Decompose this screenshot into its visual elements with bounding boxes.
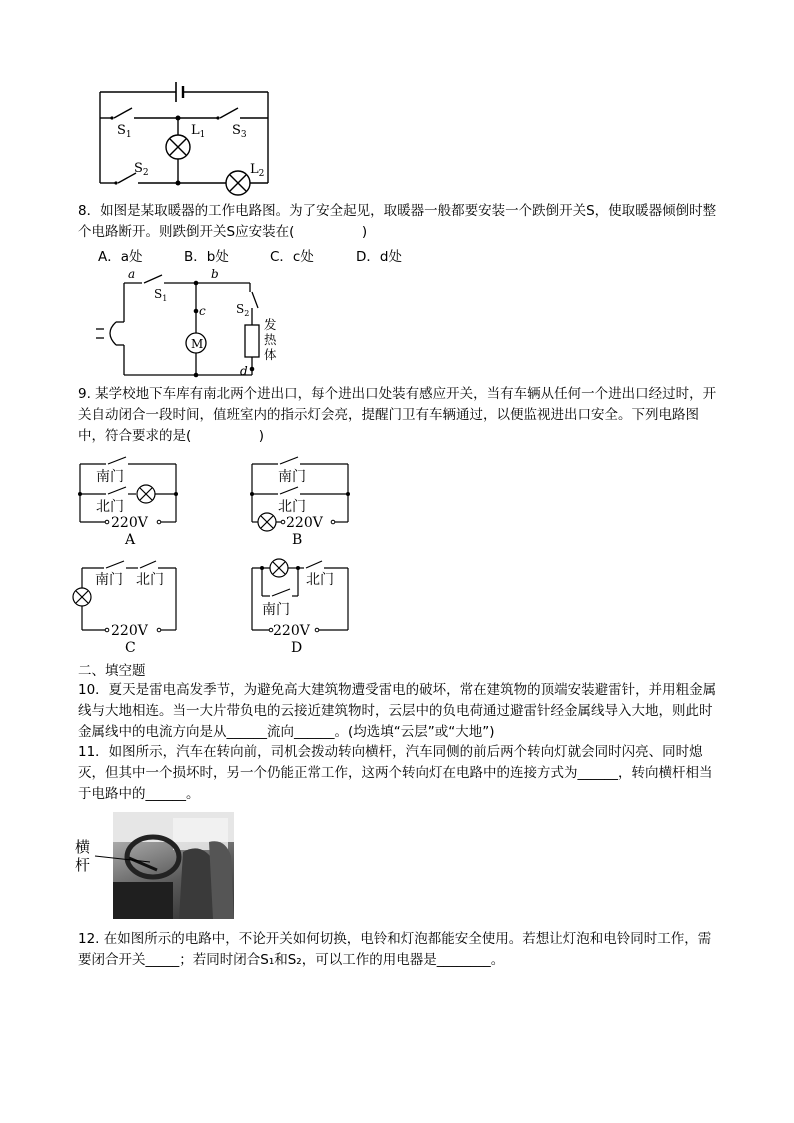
circuit-choice-a xyxy=(76,452,196,547)
svg-text:S3: $S_3$ xyxy=(232,123,247,140)
label-voltage: 220V xyxy=(111,515,148,531)
heater-label: 发热体 xyxy=(264,317,277,362)
svg-text:S1: $S_1$ xyxy=(117,123,132,140)
question-11-text: 11．如图所示，汽车在转向前，司机会拨动转向横杆，汽车同侧的前后两个转向灯就会同时闪亮、同时熄灭，但其中一个损坏时，另一个仍能正常工作，这两个转向灯在电路中的连接方式为______，转向横杆相当于电路中的______。 xyxy=(78,744,713,802)
label-s3: S xyxy=(232,123,241,138)
photo-label-lever: 横杆 xyxy=(75,838,91,874)
label-north: 北门 xyxy=(278,499,306,515)
label-south: 南门 xyxy=(262,602,290,618)
label-voltage: 220V xyxy=(111,623,148,639)
label-d: d xyxy=(240,364,248,378)
question-8-text: 8．如图是某取暖器的工作电路图。为了安全起见，取暖器一般都要安装一个跌倒开关S，使取暖器倾倒时整个电路断开。则跌倒开关S应安装在( ) xyxy=(78,203,717,240)
option-c[interactable]: C．c处 xyxy=(270,249,314,265)
question-12-text: 12. 在如图所示的电路中，不论开关如何切换，电铃和灯泡都能安全使用。若想让灯泡和电铃同时工作，需要闭合开关_____；若同时闭合S₁和S₂，可以工作的用电器是________。 xyxy=(78,931,712,968)
label-l2: L xyxy=(250,162,259,177)
label-a: a xyxy=(128,267,136,281)
label-s2: S xyxy=(134,161,143,176)
question-9 xyxy=(78,384,720,447)
motor-label: M xyxy=(191,337,204,351)
circuit-choice-d xyxy=(248,558,368,656)
question-8 xyxy=(78,201,720,243)
svg-text:L1: $L_1$ xyxy=(191,123,206,140)
label-south: 南门 xyxy=(95,572,123,588)
label-c: c xyxy=(199,304,206,318)
label-b: b xyxy=(211,267,219,281)
question-12 xyxy=(78,929,720,971)
choice-label-b: B xyxy=(292,532,303,548)
question-10 xyxy=(78,680,720,743)
svg-text:L2: $L_2$ xyxy=(250,162,265,179)
choice-label-a: A xyxy=(125,532,136,548)
car-interior-photo xyxy=(113,812,234,919)
circuit-figure-q8 xyxy=(0,265,794,385)
choice-label-d: D xyxy=(291,640,303,656)
label-s1: S xyxy=(117,123,126,138)
circuit-choice-b xyxy=(248,452,368,547)
label-north: 北门 xyxy=(96,499,124,515)
section-title: 二、填空题 xyxy=(78,663,146,679)
svg-text:S1: $S_1$ xyxy=(154,287,168,303)
svg-text:S2: $S_2$ xyxy=(236,302,250,318)
question-10-text: 10．夏天是雷电高发季节，为避免高大建筑物遭受雷电的破坏，常在建筑物的顶端安装避雷针，并用粗金属线与大地相连。当一大片带负电的云接近建筑物时，云层中的负电荷通过避雷针经金属线导入大地，则此时金属线中的电流方向是从______流向______。(均选填“云层”或“大地”) xyxy=(78,682,717,740)
circuit-choice-c xyxy=(76,558,196,656)
option-a[interactable]: A．a处 xyxy=(98,249,143,265)
option-b[interactable]: B．b处 xyxy=(184,249,229,265)
circuit-figure-top xyxy=(0,0,794,200)
label-north: 北门 xyxy=(306,572,334,588)
label-south: 南门 xyxy=(278,469,306,485)
svg-text:S2: $S_2$ xyxy=(134,161,149,178)
question-8-options xyxy=(98,245,442,265)
choice-label-c: C xyxy=(125,640,136,656)
question-11 xyxy=(78,742,720,805)
label-north: 北门 xyxy=(136,572,164,588)
label-l1: L xyxy=(191,123,200,138)
label-voltage: 220V xyxy=(273,623,310,639)
label-s2: S xyxy=(236,302,245,316)
label-south: 南门 xyxy=(96,469,124,485)
question-9-text: 9. 某学校地下车库有南北两个进出口，每个进出口处装有感应开关，当有车辆从任何一个进出口经过时，开关自动闭合一段时间，值班室内的指示灯会亮，提醒门卫有车辆通过，以便监视进出口安全。下列电路图中，符合要求的是( ) xyxy=(78,386,717,444)
label-voltage: 220V xyxy=(286,515,323,531)
label-s1: S xyxy=(154,287,163,301)
option-d[interactable]: D．d处 xyxy=(356,249,402,265)
